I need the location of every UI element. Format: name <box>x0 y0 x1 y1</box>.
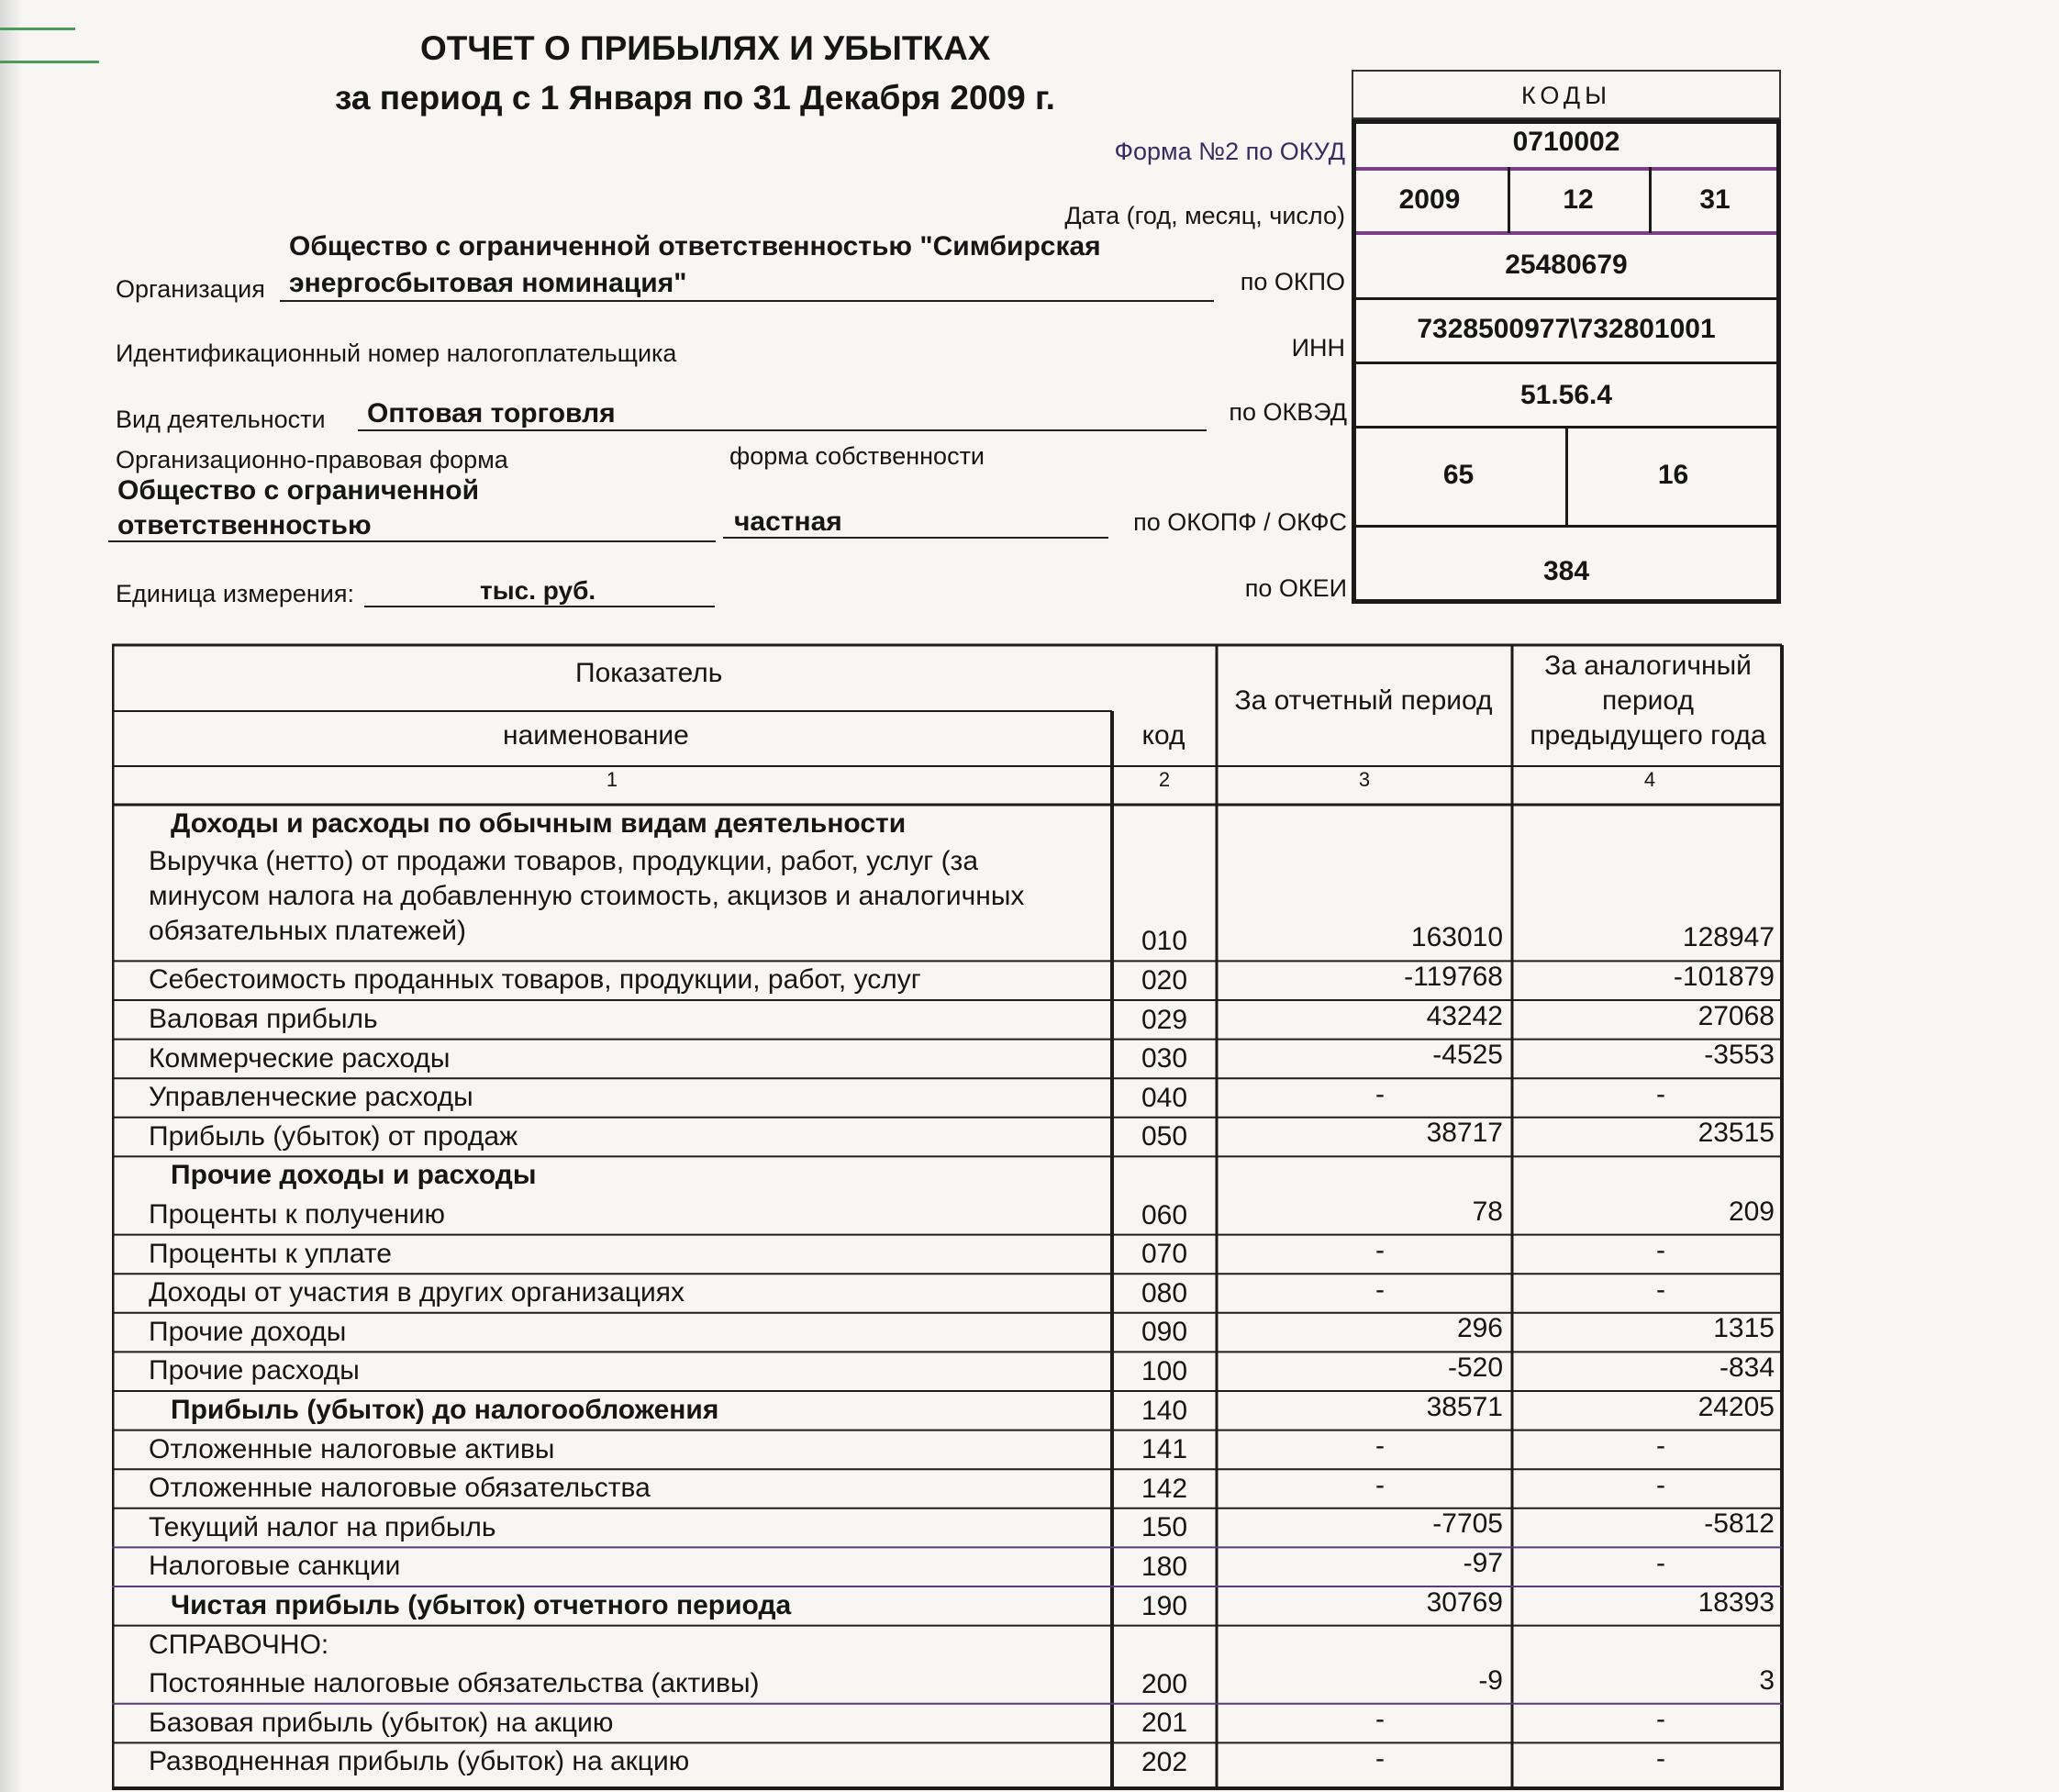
row-previous-value: -5812 <box>1704 1508 1775 1540</box>
head-name: наименование <box>503 720 689 751</box>
row-current-value: -9 <box>1478 1664 1503 1696</box>
row-previous-value: -3553 <box>1704 1040 1775 1071</box>
row-previous-value: 18393 <box>1697 1586 1775 1618</box>
col-num-1: 1 <box>606 768 618 791</box>
okfs-code: 16 <box>1657 460 1689 490</box>
row-name: Чистая прибыль (убыток) отчетного периода <box>171 1590 792 1620</box>
codes-divider <box>1356 362 1776 364</box>
row-name: Налоговые санкции <box>149 1551 401 1582</box>
row-previous-value: - <box>1656 1235 1665 1266</box>
row-current-value: - <box>1375 1469 1385 1500</box>
report-period: за период с 1 Января по 31 Декабря 2009 г. <box>335 79 1055 117</box>
row-current-value: 163010 <box>1410 922 1503 953</box>
row-previous-value: 27068 <box>1697 1000 1775 1031</box>
row-previous-value: 209 <box>1728 1196 1775 1227</box>
org-label: Организация <box>116 275 265 303</box>
row-code: 010 <box>1141 926 1188 957</box>
row-code: 060 <box>1141 1199 1188 1230</box>
okopf-code: 65 <box>1442 460 1475 490</box>
row-name: Коммерческие расходы <box>149 1042 451 1074</box>
head-current: За отчетный период <box>1234 685 1493 716</box>
legal-form-underline <box>108 540 716 542</box>
row-current-value: 78 <box>1472 1196 1503 1227</box>
row-code: 040 <box>1141 1082 1188 1113</box>
okopf-label: по ОКОПФ / ОКФС <box>1133 508 1347 536</box>
row-name: Валовая прибыль <box>149 1004 378 1034</box>
row-current-value: 296 <box>1456 1313 1503 1344</box>
codes-header: КОДЫ <box>1352 70 1781 119</box>
row-current-value: - <box>1375 1743 1385 1774</box>
row-current-value: 38717 <box>1426 1118 1503 1149</box>
row-previous-value: 3 <box>1759 1664 1775 1696</box>
row-name: Прибыль (убыток) от продаж <box>149 1120 518 1152</box>
okud-code: 0710002 <box>1512 127 1620 157</box>
okved-label: по ОКВЭД <box>1229 398 1347 426</box>
report-title: ОТЧЕТ О ПРИБЫЛЯХ И УБЫТКАХ <box>420 29 991 67</box>
head-prev-2: период <box>1602 685 1694 716</box>
row-code: 090 <box>1141 1317 1188 1348</box>
row-code: 080 <box>1141 1277 1188 1308</box>
head-code: код <box>1141 720 1185 751</box>
row-name: Прочие доходы <box>149 1316 347 1347</box>
row-code: 141 <box>1141 1434 1188 1465</box>
row-previous-value: -834 <box>1719 1352 1775 1383</box>
row-code: 180 <box>1141 1552 1188 1582</box>
row-name: Доходы и расходы по обычным видам деятельности <box>171 808 907 839</box>
row-previous-value: - <box>1656 1469 1665 1500</box>
org-name-line2: энергосбытовая номинация" <box>289 268 687 298</box>
row-current-value: -4525 <box>1432 1040 1503 1071</box>
okud-label: Форма №2 по ОКУД <box>1114 138 1345 165</box>
row-current-value: - <box>1375 1704 1385 1735</box>
col-num-4: 4 <box>1643 768 1656 791</box>
row-current-value: 38571 <box>1426 1391 1503 1422</box>
row-code: 020 <box>1141 965 1188 996</box>
row-name: Выручка (нетто) от продажи товаров, продукции, работ, услуг (за <box>149 845 978 876</box>
date-month: 12 <box>1563 184 1594 215</box>
row-current-value: - <box>1375 1078 1385 1109</box>
row-current-value: - <box>1375 1235 1385 1266</box>
row-name: Себестоимость проданных товаров, продукции, работ, услуг <box>149 964 921 996</box>
ownership-underline <box>723 537 1108 539</box>
row-code: 201 <box>1141 1708 1188 1739</box>
row-current-value: -7705 <box>1432 1508 1503 1540</box>
row-name: Отложенные налоговые обязательства <box>149 1473 651 1504</box>
head-prev-1: За аналогичный <box>1544 651 1752 681</box>
codes-divider <box>1356 297 1776 300</box>
date-day: 31 <box>1699 184 1731 215</box>
ownership-label: форма собственности <box>729 442 985 470</box>
row-current-value: -97 <box>1463 1548 1503 1578</box>
head-indicator: Показатель <box>575 658 723 688</box>
legal-form-label: Организационно-правовая форма <box>116 446 508 473</box>
row-code: 190 <box>1141 1590 1188 1621</box>
row-current-value: - <box>1375 1274 1385 1305</box>
date-label: Дата (год, месяц, число) <box>1064 202 1345 229</box>
profit-loss-table <box>112 643 1787 1790</box>
row-previous-value: - <box>1656 1430 1665 1462</box>
row-previous-value: - <box>1656 1078 1665 1109</box>
row-name: Прочие доходы и расходы <box>171 1160 537 1191</box>
row-code: 200 <box>1141 1668 1188 1699</box>
page-edge-shadow <box>0 0 22 1792</box>
row-current-value: 30769 <box>1426 1586 1503 1618</box>
row-name: СПРАВОЧНО: <box>149 1629 329 1660</box>
row-previous-value: - <box>1656 1743 1665 1774</box>
org-underline <box>280 300 1214 302</box>
row-current-value: - <box>1375 1430 1385 1462</box>
row-name: Отложенные налоговые активы <box>149 1433 555 1464</box>
row-code: 142 <box>1141 1473 1188 1504</box>
codes-box <box>1352 70 1781 604</box>
row-previous-value: - <box>1656 1548 1665 1578</box>
row-name: минусом налога на добавленную стоимость, акцизов и аналогичных <box>149 880 1025 911</box>
row-name: обязательных платежей) <box>149 915 466 946</box>
margin-mark <box>0 28 75 30</box>
row-name: Управленческие расходы <box>149 1082 473 1113</box>
okved-code: 51.56.4 <box>1519 380 1613 410</box>
row-code: 029 <box>1141 1004 1188 1035</box>
row-name: Текущий налог на прибыль <box>149 1511 496 1542</box>
row-name: Проценты к уплате <box>149 1238 392 1269</box>
inn-label-long: Идентификационный номер налогоплательщика <box>116 339 677 367</box>
row-code: 140 <box>1141 1395 1188 1426</box>
col-num-3: 3 <box>1358 768 1371 791</box>
row-name: Прибыль (убыток) до налогообложения <box>171 1395 719 1425</box>
row-previous-value: - <box>1656 1274 1665 1305</box>
okei-label: по ОКЕИ <box>1244 574 1347 602</box>
row-previous-value: 23515 <box>1697 1118 1775 1149</box>
unit-label: Единица измерения: <box>116 580 355 607</box>
row-code: 150 <box>1141 1512 1188 1543</box>
row-current-value: -520 <box>1447 1352 1503 1383</box>
row-code: 030 <box>1141 1043 1188 1074</box>
inn-label: ИНН <box>1291 334 1345 362</box>
okpo-code: 25480679 <box>1505 250 1628 280</box>
legal-form-line1: Общество с ограниченной <box>117 475 480 506</box>
row-previous-value: 1315 <box>1713 1313 1775 1344</box>
margin-mark <box>0 61 99 63</box>
activity-underline <box>358 429 1207 431</box>
codes-divider <box>1356 231 1776 235</box>
okpo-label: по ОКПО <box>1240 268 1345 295</box>
row-name: Прочие расходы <box>149 1355 360 1386</box>
row-current-value: -119768 <box>1404 962 1503 992</box>
ownership-value: частная <box>734 506 842 537</box>
unit-value: тыс. руб. <box>480 576 596 605</box>
row-previous-value: 128947 <box>1682 922 1775 953</box>
unit-underline <box>364 606 715 607</box>
row-code: 202 <box>1141 1747 1188 1777</box>
activity-value: Оптовая торговля <box>367 398 616 429</box>
row-previous-value: 24205 <box>1697 1391 1775 1422</box>
row-name: Постоянные налоговые обязательства (активы) <box>149 1668 760 1699</box>
row-name: Разводненная прибыль (убыток) на акцию <box>149 1746 690 1777</box>
row-code: 070 <box>1141 1239 1188 1270</box>
col-num-2: 2 <box>1158 768 1171 791</box>
head-prev-3: предыдущего года <box>1530 720 1766 751</box>
row-previous-value: - <box>1656 1704 1665 1735</box>
legal-form-line2: ответственностью <box>117 510 372 540</box>
okei-code: 384 <box>1542 556 1590 586</box>
row-name: Базовая прибыль (убыток) на акцию <box>149 1707 614 1738</box>
row-code: 100 <box>1141 1356 1188 1386</box>
inn-code: 7328500977\732801001 <box>1417 314 1716 344</box>
row-previous-value: -101879 <box>1673 962 1775 992</box>
org-name-line1: Общество с ограниченной ответственностью "Симбирская <box>289 231 1101 262</box>
row-name: Доходы от участия в других организациях <box>149 1277 685 1308</box>
row-name: Проценты к получению <box>149 1199 446 1230</box>
row-current-value: 43242 <box>1426 1000 1503 1031</box>
codes-divider <box>1356 167 1776 171</box>
row-code: 050 <box>1141 1121 1188 1152</box>
activity-label: Вид деятельности <box>116 406 326 433</box>
date-year: 2009 <box>1398 184 1461 215</box>
